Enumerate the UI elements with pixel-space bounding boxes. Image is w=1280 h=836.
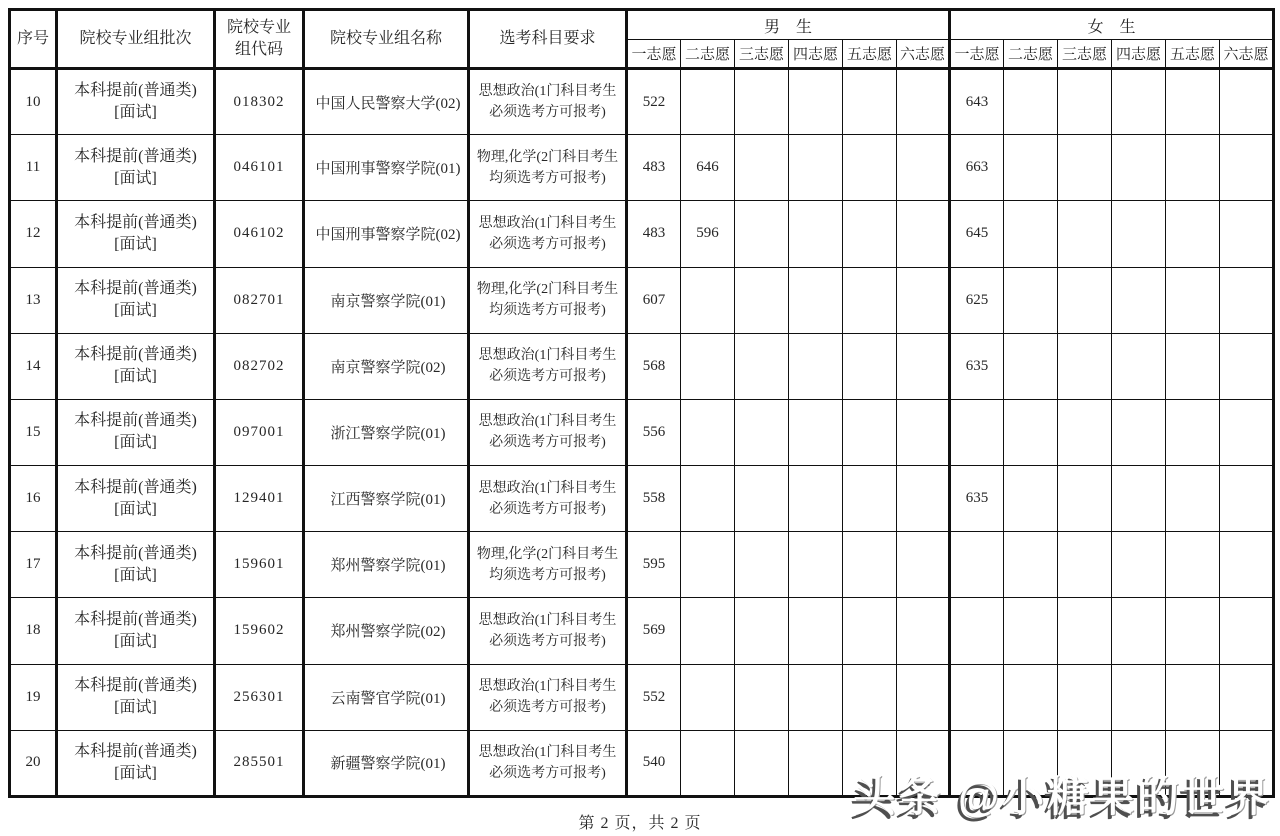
batch-line: 本科提前(普通类) [74, 213, 197, 231]
batch-line: 本科提前(普通类) [74, 412, 197, 430]
seq-cell: 17 [10, 532, 57, 598]
female-score-cell [1112, 532, 1166, 598]
male-score-cell [735, 267, 789, 333]
header-male-choice-5: 五志愿 [843, 40, 897, 69]
table-row [10, 399, 1274, 465]
female-score-cell: 643 [950, 69, 1004, 135]
table-row [10, 267, 1274, 333]
name-cell: 南京警察学院(01) [304, 267, 469, 333]
male-score-cell [789, 730, 843, 796]
seq-cell: 13 [10, 267, 57, 333]
female-score-cell [1112, 333, 1166, 399]
female-score-cell [1220, 69, 1274, 135]
name-cell: 中国刑事警察学院(02) [304, 201, 469, 267]
male-score-cell: 552 [627, 664, 681, 730]
code-cell: 082701 [215, 267, 304, 333]
female-score-cell [1004, 399, 1058, 465]
batch-line: 本科提前(普通类) [74, 280, 197, 298]
name-cell: 郑州警察学院(01) [304, 532, 469, 598]
subjects-cell: 思想政治(1门科目考生必须选考方可报考) [469, 598, 627, 664]
female-score-cell: 645 [950, 201, 1004, 267]
female-score-cell [950, 664, 1004, 730]
page-number-label: 第 2 页，共 2 页 [578, 815, 702, 832]
male-score-cell [897, 466, 950, 532]
male-score-cell [681, 598, 735, 664]
male-score-cell [789, 201, 843, 267]
female-score-cell [1166, 532, 1220, 598]
female-score-cell: 635 [950, 333, 1004, 399]
female-score-cell [1220, 135, 1274, 201]
female-score-cell [1166, 333, 1220, 399]
male-score-cell: 646 [681, 135, 735, 201]
batch-cell [57, 135, 215, 201]
female-score-cell [1166, 69, 1220, 135]
interview-line: [面试] [114, 169, 157, 187]
male-score-cell [681, 69, 735, 135]
seq-cell: 10 [10, 69, 57, 135]
subjects-cell: 物理,化学(2门科目考生均须选考方可报考) [469, 267, 627, 333]
seq-cell: 12 [10, 201, 57, 267]
female-score-cell [1058, 532, 1112, 598]
header-female-choice-2: 二志愿 [1004, 40, 1058, 69]
header-batch: 院校专业组批次 [57, 10, 215, 69]
batch-cell [57, 532, 215, 598]
male-score-cell [843, 69, 897, 135]
name-cell: 浙江警察学院(01) [304, 399, 469, 465]
seq-cell: 20 [10, 730, 57, 796]
seq-cell: 11 [10, 135, 57, 201]
female-score-cell [1058, 267, 1112, 333]
batch-cell [57, 664, 215, 730]
male-score-cell [789, 135, 843, 201]
female-score-cell [1220, 333, 1274, 399]
header-group-row [10, 10, 1274, 40]
male-score-cell [897, 664, 950, 730]
batch-line: 本科提前(普通类) [74, 742, 197, 760]
subjects-cell: 物理,化学(2门科目考生均须选考方可报考) [469, 532, 627, 598]
header-female-choice-3: 三志愿 [1058, 40, 1112, 69]
male-score-cell [789, 664, 843, 730]
admission-score-table [8, 8, 1275, 798]
female-score-cell [1112, 201, 1166, 267]
batch-line: 本科提前(普通类) [74, 478, 197, 496]
header-female-choice-1: 一志愿 [950, 40, 1004, 69]
interview-line: [面试] [114, 368, 157, 386]
male-score-cell [897, 69, 950, 135]
female-score-cell [1004, 664, 1058, 730]
male-score-cell [735, 664, 789, 730]
female-score-cell [950, 532, 1004, 598]
male-score-cell: 558 [627, 466, 681, 532]
female-score-cell [1112, 399, 1166, 465]
female-score-cell [950, 598, 1004, 664]
male-score-cell [897, 267, 950, 333]
male-score-cell [843, 201, 897, 267]
male-score-cell [735, 598, 789, 664]
table-row [10, 532, 1274, 598]
female-score-cell [1220, 201, 1274, 267]
name-cell: 江西警察学院(01) [304, 466, 469, 532]
batch-cell [57, 730, 215, 796]
female-score-cell [1166, 135, 1220, 201]
male-score-cell [735, 399, 789, 465]
table-row [10, 598, 1274, 664]
table-row [10, 664, 1274, 730]
male-score-cell: 483 [627, 201, 681, 267]
female-score-cell [1004, 267, 1058, 333]
batch-cell [57, 201, 215, 267]
interview-line: [面试] [114, 104, 157, 122]
male-score-cell [843, 399, 897, 465]
name-cell: 中国刑事警察学院(01) [304, 135, 469, 201]
male-score-cell [789, 267, 843, 333]
batch-line: 本科提前(普通类) [74, 677, 197, 695]
female-score-cell [1112, 598, 1166, 664]
interview-line: [面试] [114, 434, 157, 452]
interview-line: [面试] [114, 566, 157, 584]
female-score-cell [1166, 466, 1220, 532]
interview-line: [面试] [114, 764, 157, 782]
female-score-cell [1220, 399, 1274, 465]
seq-cell: 19 [10, 664, 57, 730]
subjects-cell: 思想政治(1门科目考生必须选考方可报考) [469, 333, 627, 399]
subjects-cell: 思想政治(1门科目考生必须选考方可报考) [469, 69, 627, 135]
header-male-choice-4: 四志愿 [789, 40, 843, 69]
male-score-cell [789, 333, 843, 399]
header-female-choice-4: 四志愿 [1112, 40, 1166, 69]
header-female-group: 女 生 [950, 10, 1274, 40]
male-score-cell [843, 267, 897, 333]
code-cell: 256301 [215, 664, 304, 730]
table-row [10, 135, 1274, 201]
male-score-cell [789, 399, 843, 465]
male-score-cell [735, 333, 789, 399]
male-score-cell: 540 [627, 730, 681, 796]
male-score-cell [681, 267, 735, 333]
code-cell: 285501 [215, 730, 304, 796]
header-male-group: 男 生 [627, 10, 950, 40]
female-score-cell [1004, 333, 1058, 399]
subjects-cell: 思想政治(1门科目考生必须选考方可报考) [469, 466, 627, 532]
header-subjects: 选考科目要求 [469, 10, 627, 69]
female-score-cell [1004, 466, 1058, 532]
male-score-cell [735, 69, 789, 135]
interview-line: [面试] [114, 632, 157, 650]
batch-line: 本科提前(普通类) [74, 82, 197, 100]
interview-line: [面试] [114, 500, 157, 518]
code-cell: 046101 [215, 135, 304, 201]
male-score-cell [735, 466, 789, 532]
subjects-cell: 思想政治(1门科目考生必须选考方可报考) [469, 399, 627, 465]
male-score-cell: 483 [627, 135, 681, 201]
code-cell: 082702 [215, 333, 304, 399]
female-score-cell [1112, 267, 1166, 333]
female-score-cell [1004, 532, 1058, 598]
male-score-cell [735, 730, 789, 796]
code-cell: 018302 [215, 69, 304, 135]
batch-line: 本科提前(普通类) [74, 147, 197, 165]
male-score-cell: 595 [627, 532, 681, 598]
male-score-cell [681, 333, 735, 399]
female-score-cell [1112, 664, 1166, 730]
table-body [10, 69, 1274, 797]
table-row [10, 466, 1274, 532]
name-cell: 云南警官学院(01) [304, 664, 469, 730]
male-score-cell [735, 135, 789, 201]
seq-cell: 18 [10, 598, 57, 664]
header-male-choice-1: 一志愿 [627, 40, 681, 69]
header-seq: 序号 [10, 10, 57, 69]
male-score-cell [897, 399, 950, 465]
male-score-cell [843, 598, 897, 664]
male-score-cell: 607 [627, 267, 681, 333]
table-row [10, 69, 1274, 135]
name-cell: 郑州警察学院(02) [304, 598, 469, 664]
toutiao-watermark: 头条 @小糖果的世界 [853, 773, 1272, 820]
female-score-cell [1004, 69, 1058, 135]
female-score-cell [1112, 69, 1166, 135]
female-score-cell [1058, 135, 1112, 201]
table-header [10, 10, 1274, 69]
batch-line: 本科提前(普通类) [74, 610, 197, 628]
male-score-cell [681, 730, 735, 796]
code-cell: 097001 [215, 399, 304, 465]
subjects-cell: 物理,化学(2门科目考生均须选考方可报考) [469, 135, 627, 201]
female-score-cell [1004, 201, 1058, 267]
table-row [10, 201, 1274, 267]
male-score-cell [897, 135, 950, 201]
male-score-cell: 522 [627, 69, 681, 135]
code-cell: 159601 [215, 532, 304, 598]
subjects-cell: 思想政治(1门科目考生必须选考方可报考) [469, 664, 627, 730]
subjects-cell: 思想政治(1门科目考生必须选考方可报考) [469, 730, 627, 796]
female-score-cell [950, 399, 1004, 465]
female-score-cell [1220, 466, 1274, 532]
female-score-cell [1166, 598, 1220, 664]
female-score-cell [1220, 532, 1274, 598]
male-score-cell [681, 532, 735, 598]
female-score-cell: 635 [950, 466, 1004, 532]
header-group-code: 院校专业组代码 [215, 10, 304, 69]
male-score-cell [843, 532, 897, 598]
header-female-choice-5: 五志愿 [1166, 40, 1220, 69]
male-score-cell [735, 201, 789, 267]
male-score-cell [897, 532, 950, 598]
seq-cell: 16 [10, 466, 57, 532]
female-score-cell [1004, 135, 1058, 201]
code-cell: 129401 [215, 466, 304, 532]
name-cell: 新疆警察学院(01) [304, 730, 469, 796]
seq-cell: 14 [10, 333, 57, 399]
batch-line: 本科提前(普通类) [74, 346, 197, 364]
female-score-cell [1220, 598, 1274, 664]
name-cell: 南京警察学院(02) [304, 333, 469, 399]
female-score-cell [1166, 399, 1220, 465]
subjects-cell: 思想政治(1门科目考生必须选考方可报考) [469, 201, 627, 267]
male-score-cell [789, 69, 843, 135]
interview-line: [面试] [114, 302, 157, 320]
female-score-cell [1112, 135, 1166, 201]
male-score-cell [897, 201, 950, 267]
female-score-cell [1058, 664, 1112, 730]
header-male-choice-2: 二志愿 [681, 40, 735, 69]
male-score-cell: 596 [681, 201, 735, 267]
female-score-cell [1058, 399, 1112, 465]
male-score-cell [843, 333, 897, 399]
female-score-cell [1220, 664, 1274, 730]
female-score-cell [1166, 664, 1220, 730]
code-cell: 046102 [215, 201, 304, 267]
male-score-cell: 568 [627, 333, 681, 399]
male-score-cell [843, 466, 897, 532]
male-score-cell [681, 664, 735, 730]
code-cell: 159602 [215, 598, 304, 664]
female-score-cell [1166, 201, 1220, 267]
table-row [10, 333, 1274, 399]
female-score-cell [1112, 466, 1166, 532]
female-score-cell [1058, 466, 1112, 532]
interview-line: [面试] [114, 699, 157, 717]
male-score-cell: 556 [627, 399, 681, 465]
header-male-choice-6: 六志愿 [897, 40, 950, 69]
male-score-cell [681, 466, 735, 532]
header-group-name: 院校专业组名称 [304, 10, 469, 69]
batch-cell [57, 598, 215, 664]
interview-line: [面试] [114, 235, 157, 253]
male-score-cell [843, 664, 897, 730]
female-score-cell [1166, 267, 1220, 333]
header-female-choice-6: 六志愿 [1220, 40, 1274, 69]
female-score-cell [1058, 201, 1112, 267]
female-score-cell [1058, 333, 1112, 399]
female-score-cell: 625 [950, 267, 1004, 333]
name-cell: 中国人民警察大学(02) [304, 69, 469, 135]
male-score-cell [681, 399, 735, 465]
male-score-cell [735, 532, 789, 598]
batch-line: 本科提前(普通类) [74, 544, 197, 562]
male-score-cell [897, 333, 950, 399]
female-score-cell [1220, 267, 1274, 333]
male-score-cell: 569 [627, 598, 681, 664]
female-score-cell [1058, 598, 1112, 664]
male-score-cell [789, 466, 843, 532]
batch-cell [57, 69, 215, 135]
female-score-cell [1058, 69, 1112, 135]
batch-cell [57, 466, 215, 532]
seq-cell: 15 [10, 399, 57, 465]
male-score-cell [843, 135, 897, 201]
batch-cell [57, 399, 215, 465]
male-score-cell [789, 598, 843, 664]
female-score-cell [1004, 598, 1058, 664]
batch-cell [57, 333, 215, 399]
female-score-cell: 663 [950, 135, 1004, 201]
header-male-choice-3: 三志愿 [735, 40, 789, 69]
male-score-cell [789, 532, 843, 598]
male-score-cell [897, 598, 950, 664]
batch-cell [57, 267, 215, 333]
